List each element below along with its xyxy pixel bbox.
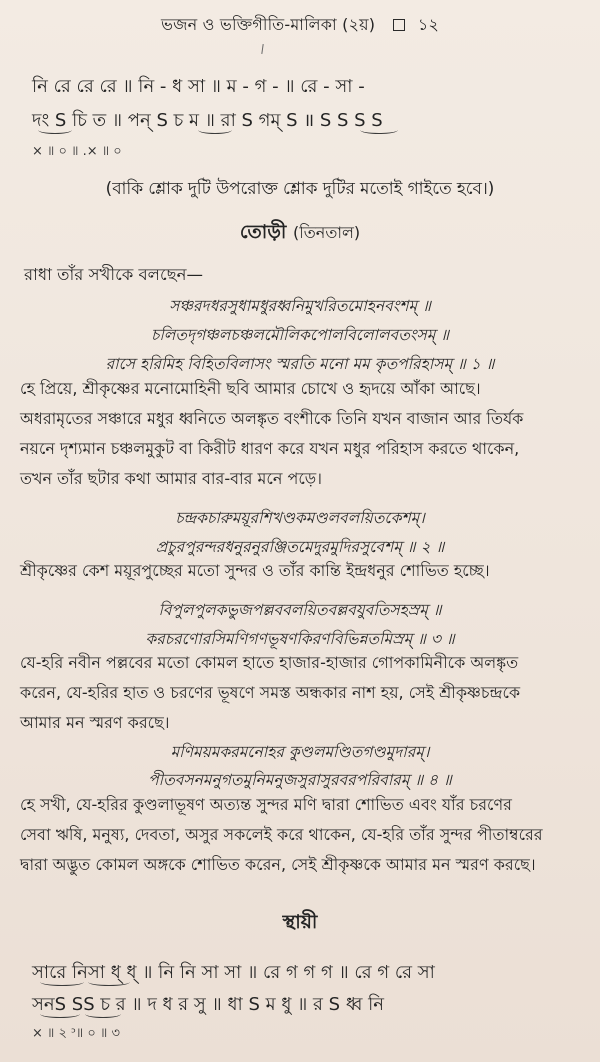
verse-line: সঞ্চরদধরসুধামধুরধ্বনিমুখরিতমোহনবংশম্ ॥ xyxy=(169,297,431,315)
paragraph-line: নয়নে দৃশ্যমান চঞ্চলমুকুট বা কিরীট ধারণ করে যখন মধুর পরিহাস করতে থাকেন, xyxy=(20,439,520,458)
paragraph-line: হে সখী, যে-হরির কুণ্ডলাভূষণ অত্যন্ত সুন্দর মণি দ্বারা শোভিত এবং যাঁর চরণের xyxy=(20,795,512,814)
verse-line: প্রচুরপুরন্দরধনুরনুরঞ্জিতমেদুরমুদিরসুবেশম্ ॥ ২ ॥ xyxy=(155,538,445,556)
paragraph-line: অধরামৃতের সঞ্চারে মধুর ধ্বনিতে অলঙ্কৃত বংশীকে তিনি যখন বাজান আর তির্যক xyxy=(20,409,524,428)
slur-mark xyxy=(198,126,232,134)
paragraph-line: করেন, যে-হরির হাত ও চরণের ভূষণে সমস্ত অন্ধকার নাশ হয়, সেই শ্রীকৃষ্ণচন্দ্রকে xyxy=(20,683,521,702)
paragraph-2 xyxy=(20,556,580,586)
bottom-notation-line-3: × ॥ ২ ᵓ॥ ০ ॥ ৩ xyxy=(32,1026,120,1041)
paragraph-line: তখন তাঁর ছটার কথা আমার বার-বার মনে পড়ে। xyxy=(20,469,322,488)
bottom-notation-line-2: সনS SS চ র ॥ দ ধ র সু ॥ ধা S ম ধু ॥ র S ধ্ব নি xyxy=(32,994,385,1015)
slur-mark xyxy=(40,978,84,986)
verse-line: বিপুলপুলকভুজপল্লববলয়িতবল্লবযুবতিসহস্রম্ ॥ xyxy=(158,601,442,619)
verse-line: রাসে হরিমিহ বিহিতবিলাসং স্মরতি মনো মম কৃতপরিহাসম্ ॥ ১ ॥ xyxy=(105,355,495,373)
paragraph-line: শ্রীকৃষ্ণের কেশ ময়ূরপুচ্ছের মতো সুন্দর ও তাঁর কান্তি ইন্দ্রধনুর শোভিত হচ্ছে। xyxy=(20,561,490,580)
paragraph-line: আমার মন স্মরণ করছে। xyxy=(20,713,170,732)
speaker-line: রাধা তাঁর সখীকে বলছেন— xyxy=(24,265,203,284)
raag-heading xyxy=(0,218,600,250)
top-notation-line-3: × ॥ ০ ॥ .× ॥ ০ xyxy=(32,144,122,159)
paragraph-line: সেবা ঋষি, মনুষ্য, দেবতা, অসুর সকলেই করে থাকেন, যে-হরি তাঁর সুন্দর পীতাম্বরের xyxy=(20,825,543,844)
slur-mark xyxy=(360,126,398,134)
verse-line: চন্দ্রকচারুময়ূরশিখণ্ডকমণ্ডলবলয়িতকেশম্। xyxy=(175,509,425,527)
raag-name: তোড়ী xyxy=(239,221,287,243)
paragraph-1 xyxy=(20,374,580,494)
instruction-note: (বাকি শ্লোক দুটি উপরোক্ত শ্লোক দুটির মতোই গাইতে হবে।) xyxy=(105,178,495,198)
slur-mark xyxy=(85,1010,121,1018)
bottom-notation-line-1: সারে নিসা ধ্ ধ্ ॥ নি নি সা সা ॥ রে গ গ গ ॥ রে গ রে সা xyxy=(32,962,435,983)
box-icon xyxy=(393,19,405,31)
verse-line: চলিতদৃগঞ্চলচঞ্চলমৌলিকপোলবিলোলবতংসম্ ॥ xyxy=(150,326,450,344)
paragraph-line: দ্বারা অদ্ভুত কোমল অঙ্গকে শোভিত করেন, সেই শ্রীকৃষ্ণকে আমার মন স্মরণ করছে। xyxy=(20,855,536,874)
header-title: ভজন ও ভক্তিগীতি-মালিকা (২য়) xyxy=(160,15,376,34)
page-header xyxy=(0,12,600,39)
verse-line: করচরণোরসিমণিগণভূষণকিরণবিভিন্নতমিস্রম্ ॥ ৩ ॥ xyxy=(145,630,455,648)
top-notation-line-1: নি রে রে রে ॥ নি - ধ সা ॥ ম - গ - ॥ রে - সা - xyxy=(32,76,365,97)
page-number: ১২ xyxy=(417,15,440,34)
slur-mark xyxy=(38,126,72,134)
verse-line: মণিময়মকরমনোহর কুণ্ডলমণ্ডিতগণ্ডমুদারম্। xyxy=(170,743,430,761)
paragraph-3 xyxy=(20,648,580,738)
slur-mark xyxy=(88,978,130,986)
paragraph-line: যে-হরি নবীন পল্লবের মতো কোমল হাতে হাজার-হাজার গোপকামিনীকে অলঙ্কৃত xyxy=(20,653,519,672)
tal-name: (তিনতাল) xyxy=(292,223,361,242)
paragraph-line: হে প্রিয়ে, শ্রীকৃষ্ণের মনোমোহিনী ছবি আমার চোখে ও হৃদয়ে আঁকা আছে। xyxy=(20,379,481,398)
slur-mark xyxy=(40,1010,80,1018)
top-notation-line-2: দং S চি ত ॥ পন্ S চ ম ॥ রা S গম্ S ॥ S S S S xyxy=(32,110,383,131)
paragraph-4 xyxy=(20,790,580,880)
sthayi-heading: স্থায়ী xyxy=(282,911,318,933)
decorative-tick-mark xyxy=(261,44,263,54)
verse-line: পীতবসনমনুগতমুনিমনুজসুরাসুরবরপরিবারম্ ॥ ৪ ॥ xyxy=(148,771,452,789)
